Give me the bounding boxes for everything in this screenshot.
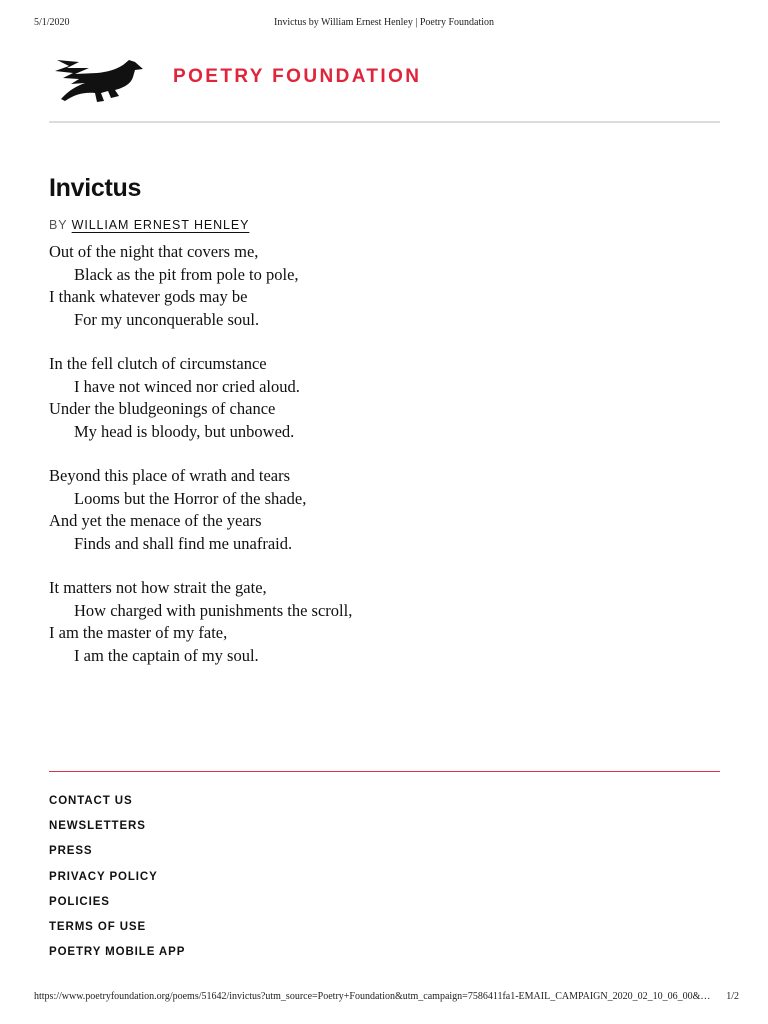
- poem-line: How charged with punishments the scroll,: [74, 600, 353, 620]
- poem-line: Looms but the Horror of the shade,: [74, 488, 307, 508]
- poem-line: I am the master of my fate,: [49, 623, 228, 642]
- footer-link-newsletters[interactable]: NEWSLETTERS: [49, 820, 146, 833]
- print-page-title: Invictus by William Ernest Henley | Poetry Foundation: [274, 17, 494, 28]
- poem-line: Finds and shall find me unafraid.: [74, 533, 293, 553]
- footer-link-contact-us[interactable]: CONTACT US: [49, 795, 133, 807]
- poem-line: It matters not how strait the gate,: [49, 578, 267, 597]
- print-url: https://www.poetryfoundation.org/poems/51642/invictus?utm_source=Poetry+Foundation&utm_campaign=7586411fa1-EMAIL_CAMPAIGN_2020_02_10_06_00&…: [34, 991, 711, 1002]
- site-header: [49, 46, 729, 110]
- footer-link-privacy-policy[interactable]: PRIVACY POLICY: [49, 870, 158, 883]
- stanza: [49, 353, 689, 443]
- stanza: [49, 577, 689, 667]
- print-footer: [34, 991, 739, 1005]
- poem-line: Out of the night that covers me,: [49, 242, 259, 261]
- footer-link-poetry-mobile-app[interactable]: POETRY MOBILE APP: [49, 946, 186, 959]
- poem-body: [49, 241, 689, 689]
- print-header: [0, 17, 768, 33]
- site-logo-text[interactable]: POETRY FOUNDATION: [173, 66, 422, 87]
- footer-link-terms-of-use[interactable]: TERMS OF USE: [49, 920, 147, 933]
- header-divider: [49, 121, 720, 123]
- stanza: [49, 241, 689, 331]
- author-link[interactable]: WILLIAM ERNEST HENLEY: [71, 218, 250, 232]
- poem-line: My head is bloody, but unbowed.: [74, 421, 295, 441]
- poem-line: I am the captain of my soul.: [74, 645, 259, 665]
- footer-link-press[interactable]: PRESS: [49, 845, 93, 858]
- poem-line: Beyond this place of wrath and tears: [49, 466, 291, 485]
- poem-title: Invictus: [49, 174, 142, 202]
- poem-line: And yet the menace of the years: [49, 511, 262, 530]
- poem-line: For my unconquerable soul.: [74, 309, 260, 329]
- byline-label: BY: [49, 218, 68, 232]
- footer-link-policies[interactable]: POLICIES: [49, 895, 110, 908]
- print-date: 5/1/2020: [34, 17, 70, 28]
- footer-divider: [49, 771, 720, 772]
- poem-line: I thank whatever gods may be: [49, 287, 248, 306]
- print-page-number: 1/2: [726, 991, 739, 1002]
- poem-line: Under the bludgeonings of chance: [49, 399, 276, 418]
- footer-links: [49, 793, 185, 969]
- stanza: [49, 465, 689, 555]
- poem-line: Black as the pit from pole to pole,: [74, 264, 299, 284]
- byline: [49, 218, 249, 232]
- pegasus-logo-icon[interactable]: [49, 46, 147, 108]
- poem-line: In the fell clutch of circumstance: [49, 354, 267, 373]
- poem-line: I have not winced nor cried aloud.: [74, 376, 300, 396]
